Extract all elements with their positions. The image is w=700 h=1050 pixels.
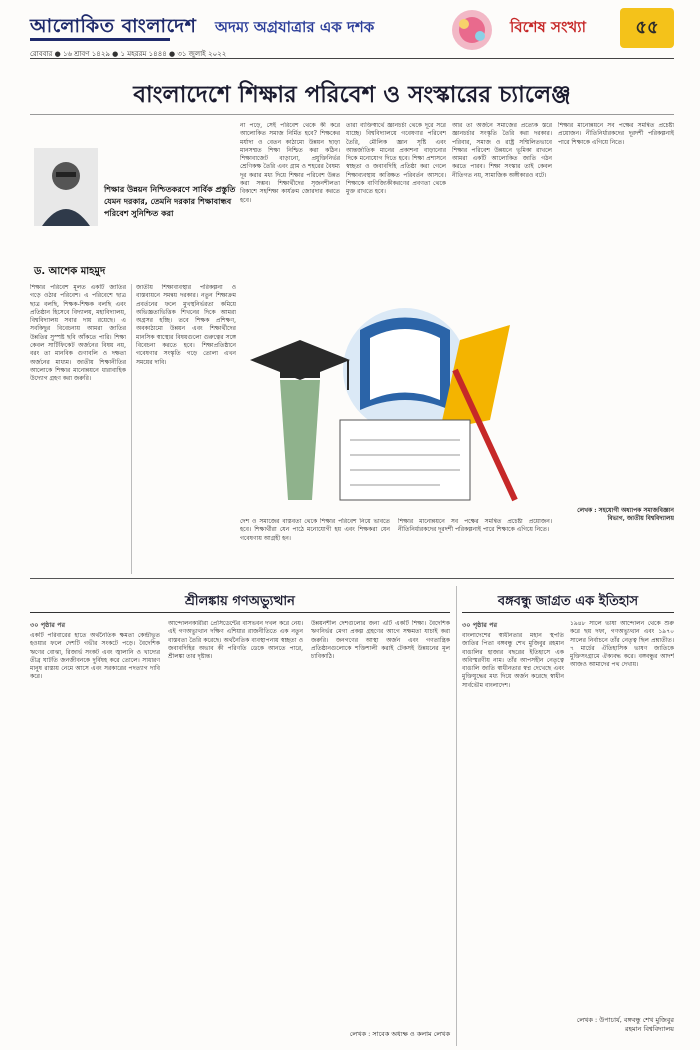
section-underline <box>30 612 450 613</box>
author-note: লেখক : সহযোগী অধ্যাপক সমাজবিজ্ঞান বিভাগ, জাতীয় বিশ্ববিদ্যালয় <box>577 506 674 523</box>
srilanka-column-2: আন্দোলনকারীরা প্রেসিডেন্টের বাসভবন দখল করে নেয়। এই গণঅভ্যুত্থান দক্ষিণ এশিয়ার রাজনীতিতে এক নতুন বাস্তবতা তৈরি করেছে। অর্থনৈতিক ব্যবস্থাপনায় স্বচ্ছতা ও জবাবদিহির অভাব কী পরিণতি ডেকে আনতে পারে, শ্রীলঙ্কা তার দৃষ্টান্ত। <box>168 620 303 661</box>
section-title-srilanka: শ্রীলঙ্কায় গণঅভ্যুত্থান <box>185 594 295 609</box>
article-column-3: না পড়ে, সেই পরিবেশ থেকে কী করে আলোকিত সমাজ নির্মিত হবে? শিক্ষকের মর্যাদা ও বেতন কাঠামো উন্নয়ন ছাড়া মানসম্মত শিক্ষা নিশ্চিত করা কঠিন। শিক্ষাবাজেট বাড়ানো, প্রযুক্তিনির্ভর শ্রেণিকক্ষ তৈরি এবং গ্রাম ও শহরের বৈষম্য দূর করার মধ্য দিয়ে শিক্ষার পরিবেশ উন্নত করা সম্ভব। শিক্ষার্থীদের সৃজনশীলতা বিকাশে সহশিক্ষা কার্যক্রম জোরদার করতে হবে। <box>240 122 340 204</box>
article-column-5: আর তা অর্জনে সমাজের প্রত্যেক স্তরে জ্ঞানচর্চার সংস্কৃতি তৈরি করা দরকার। পরিবার, সমাজ ও রাষ্ট্র সম্মিলিতভাবে শিক্ষার পরিবেশ উন্নয়নে ভূমিকা রাখলে আমরা একটি আলোকিত জাতি গঠন করতে পারব। শিক্ষা সংস্কার তাই কেবল নীতিগত নয়, সামাজিক অঙ্গীকারও বটে। <box>452 122 552 179</box>
article-headline: বাংলাদেশে শিক্ষার পরিবেশ ও সংস্কারের চ্যালেঞ্জ <box>133 81 571 108</box>
section-column-divider <box>456 586 457 1046</box>
page-number: ৫৫ <box>620 8 674 48</box>
section-title-bangabandhu: বঙ্গবন্ধু জাগ্রত এক ইতিহাস <box>497 594 639 609</box>
masthead <box>0 0 700 64</box>
srilanka-column-3: উন্নয়নশীল দেশগুলোর জন্য এটি একটি শিক্ষা। বৈদেশিক ঋণনির্ভর মেগা প্রকল্প গ্রহণের আগে সক্ষমতা যাচাই করা জরুরি। জনগণের আস্থা অর্জন এবং গণতান্ত্রিক প্রতিষ্ঠানগুলোকে শক্তিশালী করাই টেকসই উন্নয়নের মূল চাবিকাঠি। <box>311 620 450 661</box>
logo-underline <box>30 38 170 41</box>
author-photo <box>34 148 98 226</box>
continued-label: ৩০ পৃষ্ঠার পর <box>462 621 498 629</box>
special-issue-label: বিশেষ সংখ্যা <box>510 18 586 36</box>
pull-quote: শিক্ষার উন্নয়ন নিশ্চিতকরণে সার্বিক প্রস্তুতি যেমন দরকার, তেমনি দরকার শিক্ষাবান্ধব পরিবেশ সুনিশ্চিত করা <box>104 185 236 218</box>
newspaper-logo[interactable]: আলোকিত বাংলাদেশ <box>30 15 197 37</box>
article-column-1: শিক্ষার পরিবেশ মূলত একটি জাতির গড়ে ওঠার পরিবেশ। এ পরিবেশে ছাত্র ছাত্র বলছি, শিক্ষক-শিক্ষক বলছি এবং প্রতিষ্ঠান হিসেবে বিদ্যালয়, মহাবিদ্যালয়, বিশ্ববিদ্যালয় সবার দায় রয়েছে। এ সবকিছুর বিবেচনায় আমরা জাতির উন্নতির সুস্পষ্ট ছবি আঁকতে পারি। শিক্ষা কেবল সার্টিফিকেট অর্জনের বিষয় নয়, বরং তা মানবিক গুণাবলি ও দক্ষতা অর্জনের মাধ্যম। জাতীয় শিক্ষানীতির আলোকে শিক্ষার মানোন্নয়নে ধারাবাহিক উদ্যোগ গ্রহণ করা জরুরি। <box>30 284 126 383</box>
headline-divider <box>30 114 674 115</box>
column-divider <box>131 284 132 574</box>
section-divider <box>30 578 674 579</box>
section-underline <box>462 612 674 613</box>
anniversary-tagline: অদম্য অগ্রযাত্রার এক দশক <box>215 18 375 36</box>
education-illustration <box>240 300 540 515</box>
image-caption-left: দেশ ও সমাজের বাস্তবতা থেকে শিক্ষার পরিবেশ নিয়ে ভাবতে হবে। শিক্ষার্থীরা যেন পাঠে মনোযোগী হয় এবং শিক্ষকরা যেন গবেষণায় আগ্রহী হন। <box>240 518 390 542</box>
article-column-2: জাতীয় শিক্ষাব্যবস্থার পরিকল্পনা ও বাস্তবায়নে সমন্বয় দরকার। নতুন শিক্ষাক্রম প্রবর্তনের ফলে মুখস্থনির্ভরতা কমিয়ে অভিজ্ঞতাভিত্তিক শিখনের দিকে আমরা অগ্রসর হচ্ছি। তবে শিক্ষক প্রশিক্ষণ, অবকাঠামো উন্নয়ন এবং শিক্ষার্থীদের মানসিক স্বাস্থ্যের বিষয়গুলো গুরুত্বের সঙ্গে বিবেচনা করতে হবে। শিক্ষাপ্রতিষ্ঠানে গবেষণার সংস্কৃতি গড়ে তোলা এখন সময়ের দাবি। <box>136 284 236 366</box>
article-column-6: শিক্ষার মানোন্নয়নে সব পক্ষের সমন্বিত প্রচেষ্টা প্রয়োজন। নীতিনির্ধারকদের দূরদর্শী পরিকল্পনাই পারে শিক্ষাকে এগিয়ে নিতে। লেখক : সহযোগী অধ্যাপক সমাজবিজ্ঞান বিভাগ, জাতীয় বিশ্ববিদ্যালয় <box>558 122 674 523</box>
image-caption-right: শিক্ষার মানোন্নয়নে সব পক্ষের সমন্বিত প্রচেষ্টা প্রয়োজন। নীতিনির্ধারকদের দূরদর্শী পরিকল্পনাই পারে শিক্ষাকে এগিয়ে নিতে। <box>398 518 552 534</box>
bangabandhu-column-1: বাংলাদেশের স্বাধীনতার মহান স্থপতি জাতির পিতা বঙ্গবন্ধু শেখ মুজিবুর রহমান বাঙালির হাজার বছরের ইতিহাসে এক অবিস্মরণীয় নাম। তাঁর আপসহীন নেতৃত্বে বাঙালি জাতি স্বাধীনতার স্বপ্ন দেখেছে এবং মুক্তিযুদ্ধের মধ্য দিয়ে অর্জন করেছে স্বাধীন সার্বভৌম বাংলাদেশ। <box>462 632 564 689</box>
bangabandhu-column-2: ১৯৪৮ সালে ভাষা আন্দোলন থেকে শুরু করে ছয় দফা, গণঅভ্যুত্থান এবং ১৯৭০ সালের নির্বাচনে তাঁর নেতৃত্ব ছিল প্রশ্নাতীত। ৭ মার্চের ঐতিহাসিক ভাষণ জাতিকে মুক্তিসংগ্রামে ঐক্যবদ্ধ করে। বঙ্গবন্ধুর আদর্শ আজও আমাদের পথ দেখায়। <box>570 620 674 669</box>
continued-label: ৩০ পৃষ্ঠার পর <box>30 621 66 629</box>
dateline: রোববার ● ১৬ শ্রাবণ ১৪২৯ ● ১ মহররম ১৪৪৪ ● ৩১ জুলাই ২০২২ <box>30 50 227 58</box>
anniversary-emblem-icon <box>442 6 502 54</box>
article-column-4: তারা ব্যক্তিস্বার্থে জ্ঞানচর্চা থেকে দূরে সরে যাচ্ছে। বিশ্ববিদ্যালয়ে গবেষণার পরিবেশ তৈরি, মৌলিক জ্ঞান সৃষ্টি এবং আন্তর্জাতিক মানের প্রকাশনা বাড়ানোর দিকে মনোযোগ দিতে হবে। শিক্ষা প্রশাসনে স্বচ্ছতা ও জবাবদিহি প্রতিষ্ঠা করা গেলে শিক্ষাব্যবস্থায় কাঙ্ক্ষিত পরিবর্তন আসবে। শিক্ষাকে বাণিজ্যিকীকরণের প্রবণতা থেকে মুক্ত রাখতে হবে। <box>346 122 446 196</box>
srilanka-column-1: একটি পরিবারের হাতে অর্থনৈতিক ক্ষমতা কেন্দ্রীভূত হওয়ার ফলে দেশটি গভীর সংকটে পড়ে। বৈদেশিক ঋণের বোঝা, রিজার্ভ সংকট এবং জ্বালানি ও খাদ্যের তীব্র ঘাটতি জনজীবনকে দুর্বিষহ করে তোলে। সাধারণ মানুষ রাস্তায় নেমে আসে এবং সরকারের পদত্যাগ দাবি করে। <box>30 632 160 681</box>
masthead-divider <box>30 58 674 59</box>
bangabandhu-author-note: লেখক : উপাচার্য, বঙ্গবন্ধু শেখ মুজিবুর রহমান বিশ্ববিদ্যালয় <box>576 1016 674 1033</box>
srilanka-author-note: লেখক : সাবেক অধ্যক্ষ ও কলাম লেখক <box>349 1030 450 1038</box>
byline: ড. আশেক মাহমুদ <box>34 266 106 277</box>
